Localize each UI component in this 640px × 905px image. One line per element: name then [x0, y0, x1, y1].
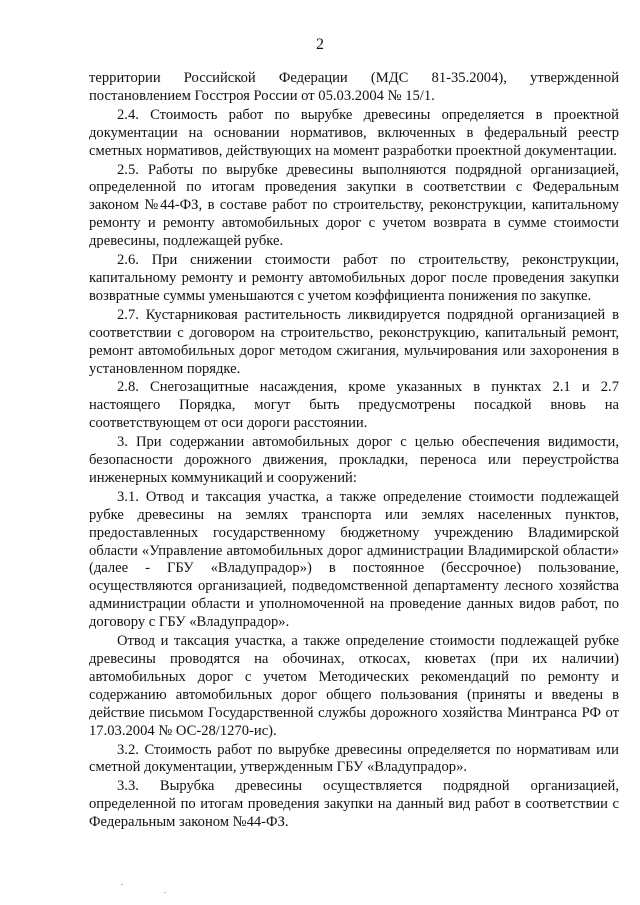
paragraph-2-6: 2.6. При снижении стоимости работ по строительству, реконструкции, капитальному ремонту и ремонту автомобильных дорог после проведения закупки возвратные суммы уменьшаются с учетом коэффициента понижения по закупке. [89, 252, 619, 304]
scan-speck [121, 884, 123, 885]
paragraph-3-1-continued: Отвод и таксация участка, а также определение стоимости подлежащей рубке древесины проводятся на обочинах, откосах, кюветах (при их наличии) автомобильных дорог с учетом Методических рекомендаций по ремонту и содержанию автомобильных дорог общего пользования (приняты и введены в действие письмом Государственной службы дорожного хозяйства Минтранса РФ от 17.03.2004 № ОС-28/1270-ис). [89, 633, 619, 739]
paragraph-2-4: 2.4. Стоимость работ по вырубке древесины определяется в проектной документации на основании нормативов, включенных в федеральный реестр сметных нормативов, действующих на момент разработки проектной документации. [89, 106, 619, 159]
paragraph-2-8: 2.8. Снегозащитные насаждения, кроме указанных в пунктах 2.1 и 2.7 настоящего Порядка, могут быть предусмотрены посадкой вновь на соответствующем от оси дороги расстоянии. [89, 379, 619, 432]
paragraph-3-3: 3.3. Вырубка древесины осуществляется подрядной организацией, определенной по итогам проведения закупки на данный вид работ в соответствии с Федеральным законом №44-ФЗ. [89, 778, 619, 831]
paragraph-2-7: 2.7. Кустарниковая растительность ликвидируется подрядной организацией в соответствии с договором на строительство, реконструкцию, капитальный ремонт, ремонт автомобильных дорог методом сжигания, мульчирования или захоронения в установленном порядке. [89, 306, 619, 377]
document-body [89, 70, 619, 833]
scan-speck [164, 892, 166, 893]
paragraph-3-1: 3.1. Отвод и таксация участка, а также определение стоимости подлежащей рубке древесины на землях транспорта или землях населенных пунктов, предоставленных государственному бюджетному учреждению Владимирской области «Управление автомобильных дорог администрации Владимирской области» (далее - ГБУ «Владупрадор») в постоянное (бессрочное) пользование, осуществляются организацией, подведомственной департаменту лесного хозяйства администрации области и уполномоченной на проведение данных видов работ, по договору с ГБУ «Владупрадор». [89, 488, 619, 631]
paragraph-2-5: 2.5. Работы по вырубке древесины выполняются подрядной организацией, определенной по итогам проведения закупки в соответствии с Федеральным законом №44-ФЗ, в составе работ по строительству, реконструкции, капитальному ремонту и ремонту автомобильных дорог с учетом возврата в сумме стоимости древесины, подлежащей рубке. [89, 161, 619, 250]
paragraph-3: 3. При содержании автомобильных дорог с целью обеспечения видимости, безопасности дорожного движения, прокладки, переноса или переустройства инженерных коммуникаций и сооружений: [89, 434, 619, 486]
page-number: 2 [316, 36, 324, 53]
paragraph-continuation: территории Российской Федерации (МДС 81-35.2004), утвержденной постановлением Госстроя России от 05.03.2004 № 15/1. [89, 70, 619, 104]
paragraph-3-2: 3.2. Стоимость работ по вырубке древесины определяется по нормативам или сметной документации, утвержденным ГБУ «Владупрадор». [89, 741, 619, 776]
